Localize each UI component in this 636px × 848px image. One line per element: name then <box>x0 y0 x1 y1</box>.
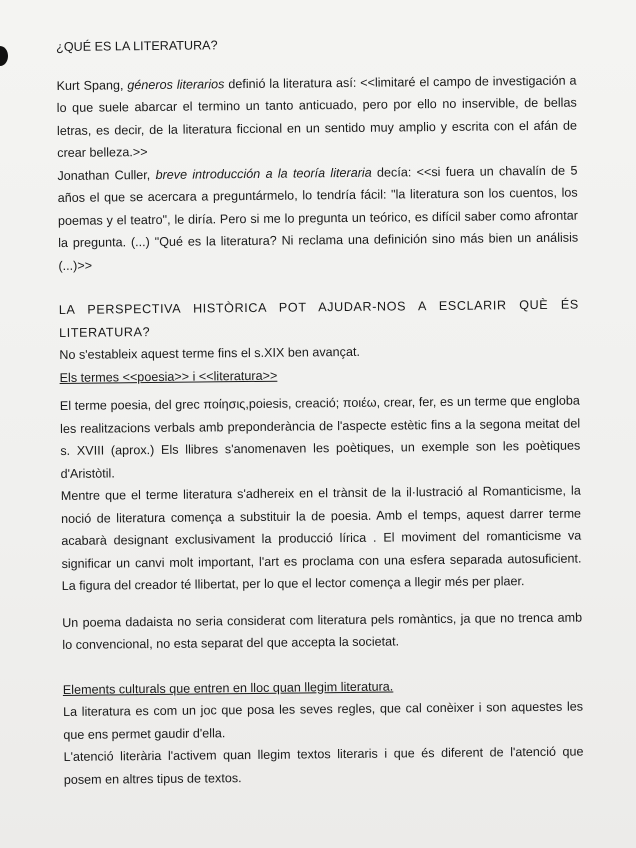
author-culler: Jonathan Culler, <box>57 167 156 183</box>
document-title: ¿QUÉ ES LA LITERATURA? <box>56 38 218 54</box>
paragraph-dadaista: Un poema dadaista no seria considerat com literatura pels romàntics, ja que no trenca amb lo convencional, no esta separat del que accepta la societat. <box>62 610 583 652</box>
paragraph-intro: No s'estableix aquest terme fins el s.XIX ben avançat. <box>59 344 361 362</box>
punch-hole <box>0 46 8 66</box>
section-heading: LA PERSPECTIVA HISTÒRICA POT AJUDAR-NOS A ESCLARIR QUÈ ÉS LITERATURA? <box>58 297 579 340</box>
work-title-culler: breve introducción a la teoría literaria <box>155 165 372 182</box>
quote-spang: definió la literatura así: <<limitaré el campo de investigación a lo que suele abarcar el termino un tanto anticuado, pero por ello no inservible, de bellas letras, es decir, de la literatura ficcional en un sentido muy amplio y escrita con el afán de crear belleza.>> <box>56 73 578 160</box>
paragraph-atencio: L'atenció literària l'activem quan llegim textos literaris i que és diferent de l'atenció que posem en altres tipus de textos. <box>63 744 584 787</box>
document-body <box>56 31 584 791</box>
subheading-elements: Elements culturals que entren en lloc quan llegim literatura. <box>62 679 394 697</box>
quote-culler: decía: <<si fuera un chavalín de 5 años el que se acercara a preguntármelo, lo tendría fácil: "la literatura son los cuentos, los poemas y el teatro", le diría. Pero si me lo pregunta un teórico, es difícil saber como afrontar la pregunta. (...) "Qué es la literatura? Ni reclama una definición sino más bien un análisis (...)>> <box>57 163 579 273</box>
work-title-spang: géneros literarios <box>127 76 225 92</box>
author-spang: Kurt Spang, <box>56 77 128 93</box>
paragraph-culler <box>57 159 578 277</box>
paragraph-poesia: El terme poesia, del grec ποίησις,poiesis, creació; ποιέω, crear, fer, es un terme que engloba les realitzacions verbals amb preponderància de l'aspecte estètic fins a la segona meitat del s. XVIII (aprox.) Els llibres s'anomenaven les poètiques, un exemple son les poètiques d'Aristòtil. <box>59 393 581 481</box>
subheading-terms: Els termes <<poesia>> i <<literatura>> <box>59 368 278 385</box>
paragraph-joc: La literatura es com un joc que posa les seves regles, que cal conèixer i son aquestes les que ens permet gaudir d'ella. <box>63 699 584 742</box>
paragraph-literatura: Mentre que el terme literatura s'adhereix en el trànsit de la il·lustració al Romanticisme, la noció de literatura comença a substituir la de poesia. Amb el temps, aquest darrer terme acabarà designant exclusivament la producció lírica . El moviment del romanticisme va significar un canvi molt important, l'art es proclama con una esfera separada autosuficient. La figura del creador té llibertat, per lo que el lector comença a llegir més per plaer. <box>60 483 582 593</box>
paragraph-spang <box>56 69 577 164</box>
